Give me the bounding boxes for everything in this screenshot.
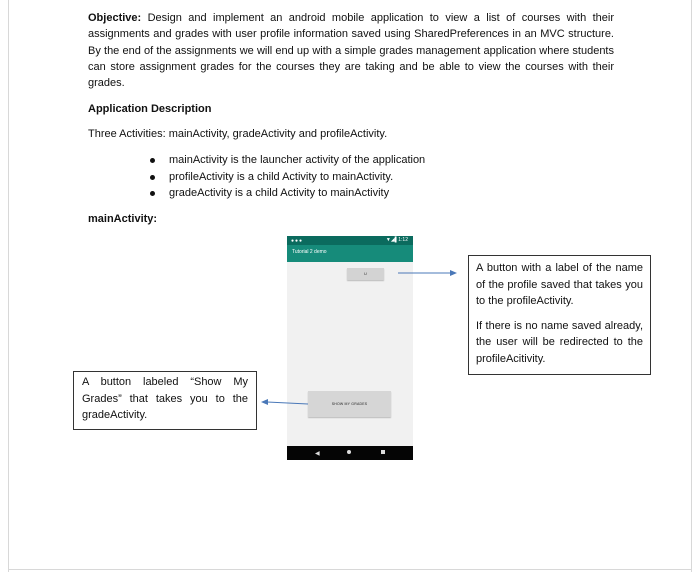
callout-right-text-1: A button with a label of the name of the profile saved that takes you to the profileActivity. — [476, 262, 643, 307]
status-notification-icons: ●●● — [291, 238, 304, 244]
callout-right-text-2: If there is no name saved already, the user will be redirected to the profileAcitivity. — [476, 319, 643, 365]
phone-toolbar-title: Tutorial 2 demo — [292, 249, 327, 255]
list-item: profileActivity is a child Activity to mainActivity. — [148, 169, 425, 186]
show-my-grades-button[interactable]: SHOW MY GRADES — [308, 391, 391, 417]
name-button-callout — [468, 255, 651, 375]
arrow-head-right — [450, 270, 457, 276]
profile-name-button[interactable]: U — [347, 268, 384, 280]
list-item: mainActivity is the launcher activity of the application — [148, 152, 425, 169]
app-description-heading: Application Description — [88, 103, 212, 115]
status-system-icons: ▼◢▌1:12 — [385, 237, 408, 243]
nav-back-icon[interactable]: ◀ — [315, 451, 320, 457]
three-activities-paragraph: Three Activities: mainActivity, gradeActivity and profileActivity. — [88, 128, 388, 140]
callout-left-text: A button labeled “Show My Grades” that takes you to the gradeActivity. — [82, 376, 248, 421]
grades-button-callout — [73, 371, 257, 430]
objective-label: Objective: — [88, 12, 142, 24]
main-activity-heading: mainActivity: — [88, 213, 158, 225]
list-item: gradeActivity is a child Activity to mainActivity — [148, 185, 425, 202]
arrow-to-grades-button — [267, 402, 308, 404]
objective-text: Design and implement an android mobile application to view a list of courses with their assignments and grades with user profile information saved using SharedPreferences in an MVC structure. By the end of the assignments we will end up with a simple grades management application where students can store assignment grades for the courses they are taking and be able to view the courses with their grades. — [88, 12, 614, 90]
arrow-head-left — [261, 399, 268, 405]
